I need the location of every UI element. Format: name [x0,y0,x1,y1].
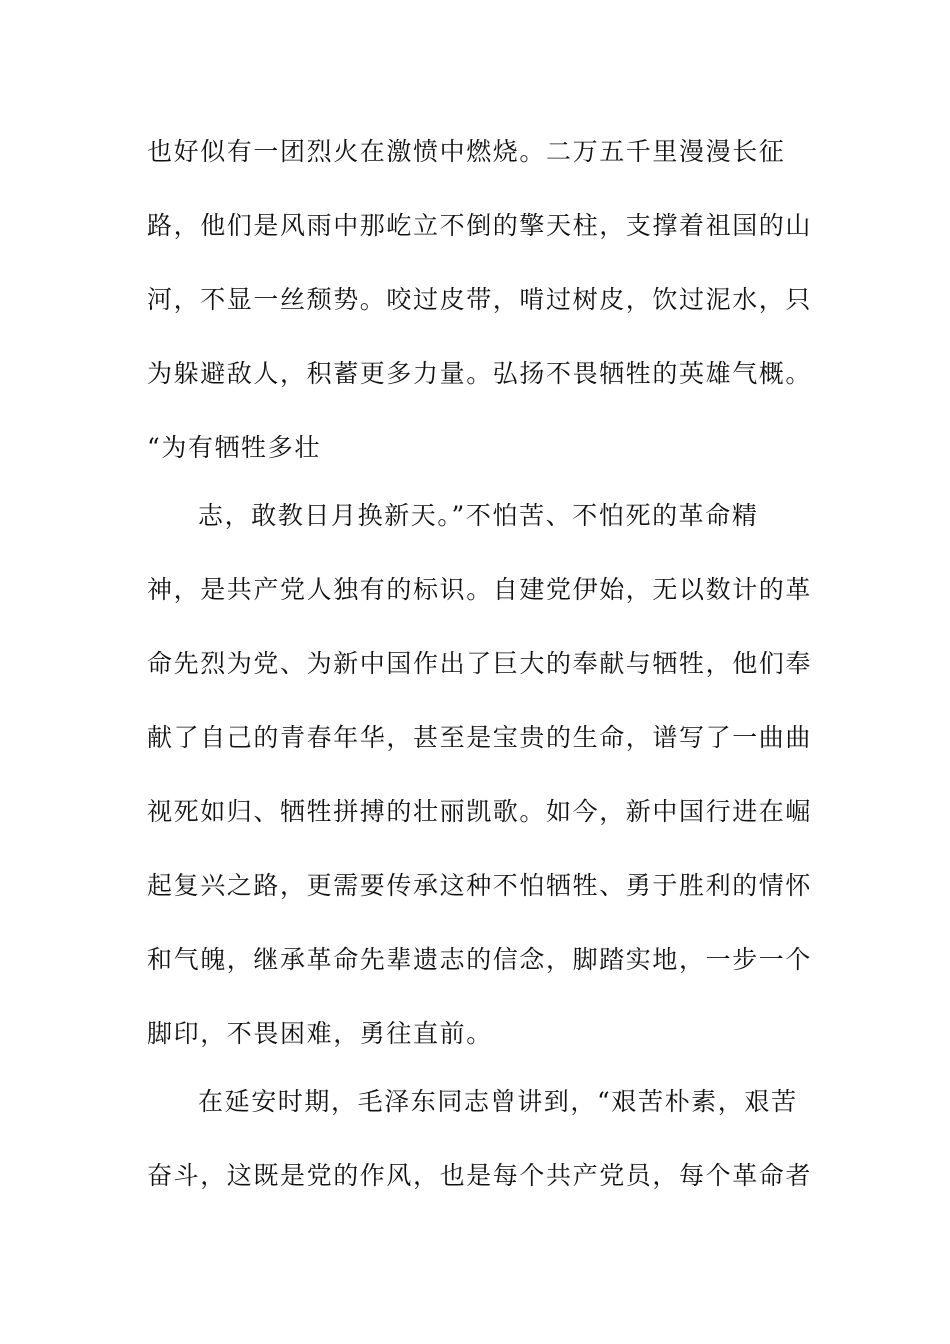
text-line: 奋斗，这既是党的作风，也是每个共产党员，每个革命者 [147,1161,813,1190]
text-line: 起复兴之路，更需要传承这种不怕牺牲、勇于胜利的情怀 [147,871,813,900]
text-line: 视死如归、牺牲拼搏的壮丽凯歌。如今，新中国行进在崛 [147,797,813,826]
text-line: 路，他们是风雨中那屹立不倒的擎天柱，支撑着祖国的山 [147,211,813,240]
text-line: 献了自己的青春年华，甚至是宝贵的生命，谱写了一曲曲 [147,723,813,752]
text-line: 也好似有一团烈火在激愤中燃烧。二万五千里漫漫长征 [147,137,786,166]
text-line: 神，是共产党人独有的标识。自建党伊始，无以数计的革 [147,575,813,604]
text-line: 志，敢教日月换新天。”不怕苦、不怕死的革命精 [198,501,759,530]
text-line: 为躲避敌人，积蓄更多力量。弘扬不畏牺牲的英雄气概。 [147,359,813,388]
text-line: “为有牺牲多壮 [147,433,321,462]
text-line: 在延安时期，毛泽东同志曾讲到，“艰苦朴素，艰苦 [198,1087,798,1116]
text-line: 脚印，不畏困难，勇往直前。 [147,1019,493,1048]
text-line: 和气魄，继承革命先辈遗志的信念，脚踏实地，一步一个 [147,945,813,974]
text-line: 命先烈为党、为新中国作出了巨大的奉献与牺牲，他们奉 [147,649,813,678]
text-line: 河，不显一丝颓势。咬过皮带，啃过树皮，饮过泥水，只 [147,285,813,314]
